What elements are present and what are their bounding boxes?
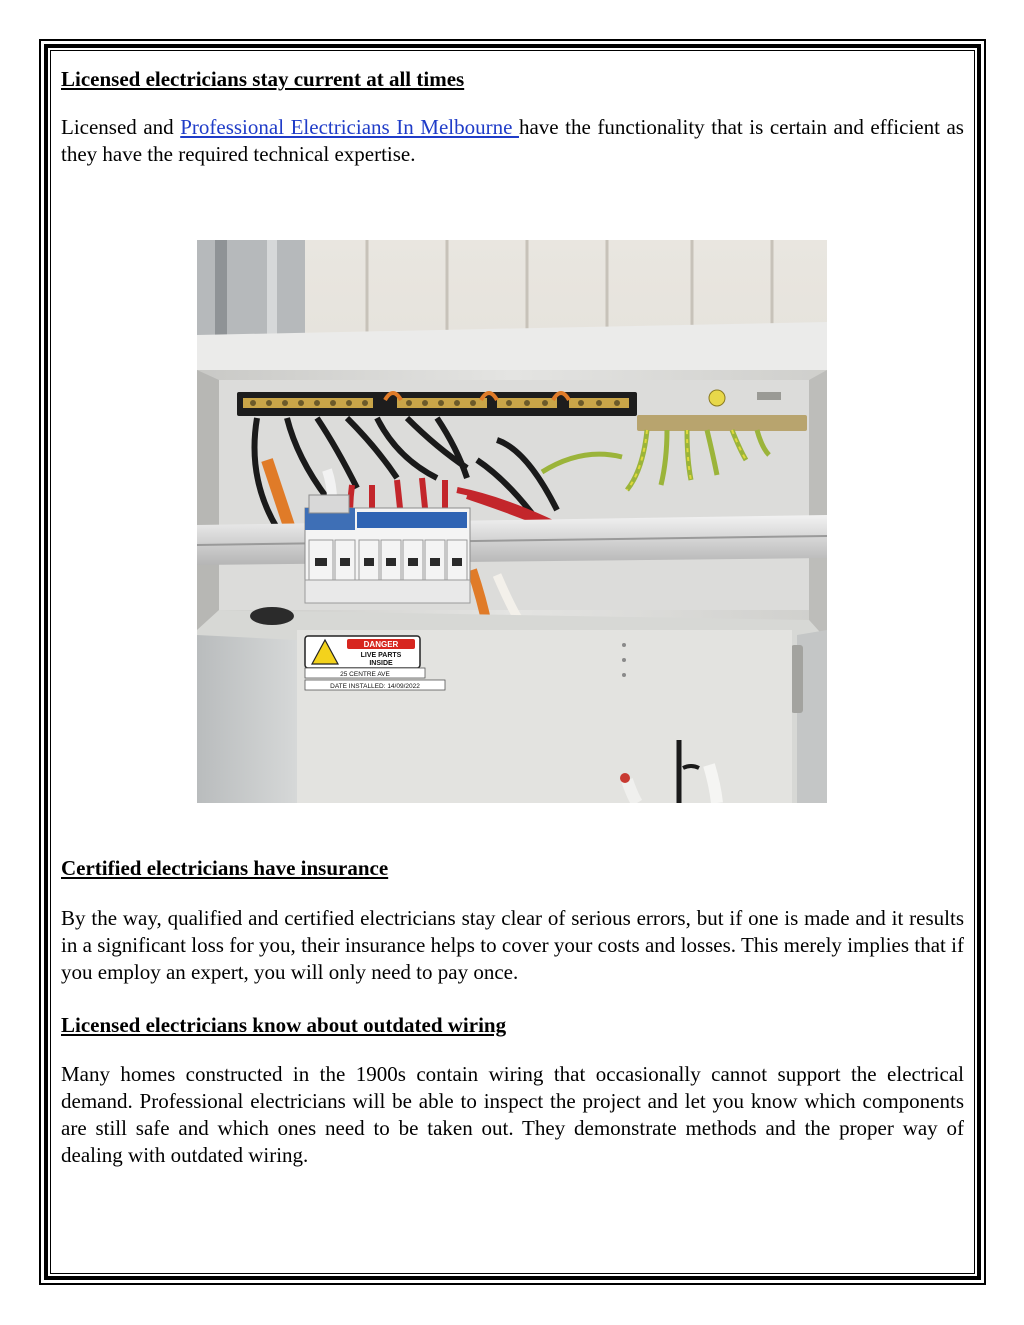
paragraph-text-tail: have the functionality that is certain and efficient as they have the required technical expertise. xyxy=(61,115,964,166)
section-paragraph-insurance: By the way, qualified and certified electricians stay clear of serious errors, but if one is made and it results in a significant loss for you, their insurance helps to cover your costs and losses. This merely implies that if you employ an expert, you will only need to pay once. xyxy=(61,906,964,984)
section-heading-insurance: Certified electricians have insurance xyxy=(61,856,389,880)
sign-danger-text: DANGER xyxy=(363,640,399,649)
section-heading-wiring: Licensed electricians know about outdated wiring xyxy=(61,1013,507,1037)
switchboard-photo xyxy=(197,240,827,803)
sign-inside-text: INSIDE xyxy=(369,660,393,667)
section-paragraph-wiring: Many homes constructed in the 1900s contain wiring that occasionally cannot support the electrical demand. Professional electricians will be able to inspect the project and let you know which components are still safe and which ones need to be taken out. They demonstrate methods and the proper way of dealing with outdated wiring. xyxy=(61,1062,964,1167)
address-label-text: 25 CENTRE AVE xyxy=(340,671,390,678)
section-heading-current: Licensed electricians stay current at all times xyxy=(61,67,465,91)
section-paragraph-current xyxy=(61,114,964,168)
date-installed-text: DATE INSTALLED: 14/09/2022 xyxy=(330,683,420,690)
sign-live-parts-text: LIVE PARTS xyxy=(360,652,402,659)
paragraph-text-lead: Licensed and xyxy=(61,115,181,139)
electricians-melbourne-link[interactable]: Professional Electricians In Melbourne xyxy=(180,115,519,139)
